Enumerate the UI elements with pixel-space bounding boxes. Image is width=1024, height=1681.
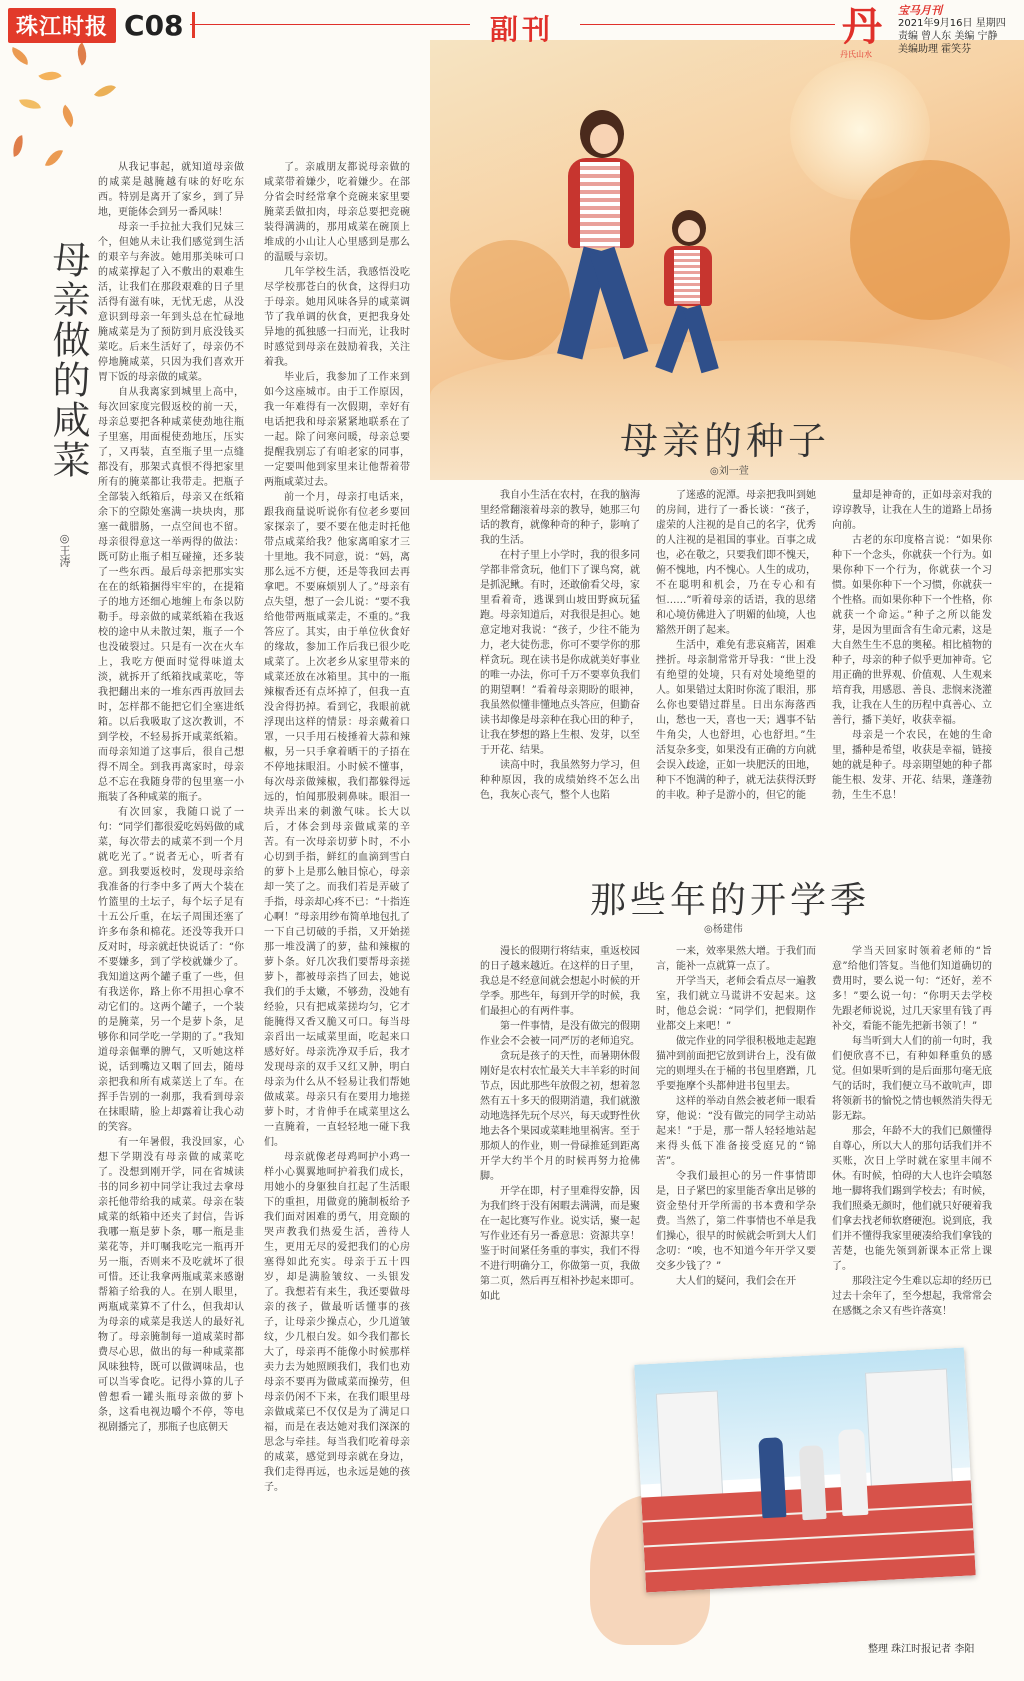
paragraph: 那会，年龄不大的我们已颇懂得自尊心，所以大人的那句话我们并不买账，次日上学时就在家里丰闹不休。有时候，怕碍的大人也许会嗔怒地一脚将我们踢到学校去；有时候，我们照桑无颜时，他们就只好硬着我们拿去找老师软磨硬泡。说到底，我们并不懂得我家里硬凑给我们拿钱的苦楚，也能先领到新课本正常上课了。: [832, 1126, 992, 1272]
paragraph: 母亲是一个农民，在她的生命里，播种是希望，收获是幸福，链接她的就是种子。母亲期望她的种子都能生根、发芽、开花、结果，蓬蓬勃勃，生生不息！: [832, 730, 992, 801]
editor-credit: 责编 曾人东 美编 宁静: [898, 31, 998, 42]
paragraph: 一来，效率果然大增。于我们而言，能补一点就算一点了。: [656, 946, 816, 972]
paragraph: 第一件事情，是没有做完的假期作业会不会被一同严厉的老师追究。: [480, 1021, 640, 1047]
credit-line: 整理 珠江时报记者 李阳: [868, 1644, 975, 1655]
article3-column-3: [832, 944, 992, 1336]
article1-column-2: [264, 160, 410, 1615]
paragraph: 几年学校生活，我感悟没吃尽学校那苍白的伙食，这得归功于母亲。她用风味各异的咸菜调节了我单调的伙食，更把我身处异地的孤独感一扫而光，让我时时感觉到母亲在鼓励着我，关注着我。: [264, 267, 410, 368]
school-photo-illustration: [634, 1348, 975, 1593]
paragraph: 令我们最担心的另一件事情即是，日子紧巴的家里能否拿出足够的资金垫付开学所需的书本费和学杂费。当然了，第二件事情也不单是我们操心，很早的时候就会听到大人们念叨：“唉，也不知道今年开学又要交多少钱了？”: [656, 1171, 816, 1272]
issue-date: 2021年9月16日 星期四: [898, 18, 1006, 29]
paragraph: 前一个月，母亲打电话来，跟我商量说听说你有位老乡要回家探亲了，要不要在他走时托他带点咸菜给我？他家离咱家才三十里地。我不同意，说：“妈，离那么远不方便，还是等我回去再拿吧。不要麻烦别人了。”母亲有点失望，想了一会儿说：“要不我给他带两瓶咸菜走，不重的。”我答应了。其实，由于单位伙食好的缘故，参加工作后我已很少吃咸菜了。上次老乡从家里带来的咸菜还放在冰箱里。其中的一瓶辣椒香还有点坏掉了，但我一直没舍得扔掉。看到它，我眼前就浮现出这样的情景：母亲戴着口罩，一只手用石棱捶着大蒜和辣椒，另一只手拿着晒干的子捂在不停地抹眼泪。小时候不懂事，每次母亲做辣椒，我们都躲得远远的，怕闻那股刺鼻味。眼泪一块弄出来的刺激气味。长大以后，才体会到母亲做咸菜的辛苦。有一次母亲切萝卜时，不小心切到手指，鲜红的血滴到雪白的萝卜上是那么触目惊心，母亲却一笑了之。而我们若是弄破了手指，母亲却心疼不已：“十指连心啊！”母亲用纱布简单地包扎了一下自己切破的手指，又开始搓那一堆没满了的萝，盐和辣椒的萝卜条。好几次我们要帮母亲搓萝卜，都被母亲挡了回去，她说我们的手太嫩，不够劲，没她有经验，只有把咸菜搓均匀，它才能腌得又香又脆又可口。每当母亲舀出一坛咸菜里面，吃起来口感好好。母亲洗净双手后，我才发现母亲的双手又红又肿，明白母亲为什么从不轻易让我们帮她做咸菜。母亲只有在要用力地搓萝卜时，才肯伸手在咸菜里这么一直腌着，一直轻轻地一碰下我们。: [264, 492, 410, 1148]
paragraph: 母亲一手拉扯大我们兄妹三个，但她从未让我们感觉到生活的艰辛与奔波。她用那美味可口的咸菜撑起了入不敷出的艰难生活，让我们在那段艰难的日子里活得有滋有味，无忧无虑，从没意识到母亲一年到头总在忙碌地腌咸菜是为了预防到月底没钱买菜吃。后来生活好了，母亲仍不停地腌咸菜，只因为我们喜欢开胃下饭的母亲做的咸菜。: [98, 222, 244, 383]
paragraph: 开学当天，老师会看点尽一遍教室，我们就立马谎讲不安起来。这时，他总会说：“同学们，把假期作业都交上来吧！”: [656, 976, 816, 1032]
assistant-credit: 美编助理 霍笑芬: [898, 44, 972, 55]
paragraph: 古老的东印度格言说：“如果你种下一个念头，你就获一个行为。如果你种下一个行为，你就获一个习惯。如果你种下一个习惯，你就获一个性格。而如果你种下一个性格，你就获一个命运。”种子之所以能发芽，是因为里面含有生命元素，这是大自然生生不息的奥秘。相比植物的种子，母亲的种子似乎更加神奇。它用正确的世界观、价值观、人生观来培育我，用感恩、善良、悲悯来浇灌我，让我在人生的历程中真善心、立善行，播下美好，收获幸福。: [832, 535, 992, 726]
masthead: [8, 8, 195, 42]
paragraph: 毕业后，我参加了工作来到如今这座城市。由于工作原因，我一年难得有一次假期，幸好有电话把我和母亲紧紧地联系在了一起。除了问寒问暖，母亲总要提醒我别忘了有咱老家的同事，一定要叫他到家里来让他帮着带两瓶咸菜过去。: [264, 372, 410, 488]
paragraph: 自从我离家到城里上高中，每次回家度完假返校的前一天，母亲总要把各种咸菜使劲地往瓶子里塞，用面棍使劲地压，压实了，又再装，直至瓶子里一点缝都没有，那架式真恨不得把家里所有的腌菜都让我带走。把瓶子全部装入纸箱后，母亲又在纸箱余下的空隙处塞满一块块肉，那塞一截腊肠，一点空间也不留。母亲很得意这一举两得的做法：既可防止瓶子相互碰撞，还多装了一些东西。最后母亲把那实实在在的纸箱捆得牢牢的，在提箱子的地方还细心地缠上布条以防勒手。母亲做的咸菜纸箱在我返校的途中从未散过架，瓶子一个也没破裂过。只是有一次在火车上，我吃方便面时觉得味道太淡，就拆开了纸箱找咸菜吃，等我把翻出来的一堆东西再放回去时，怎样都不能把它们全塞进纸箱。以后我吸取了这次教训，不到学校，不轻易拆开咸菜纸箱。而母亲知道了这事后，很自己想得不周全。到我再离家时，母亲总不忘在我随身带的包里塞一小瓶装了各种咸菜的瓶子。: [98, 387, 244, 803]
article3-title: 那些年的开学季: [590, 880, 871, 921]
page-number: C08: [124, 8, 184, 42]
paragraph: 这样的举动自然会被老师一眼看穿，他说：“没有做完的同学主动站起来！”于是，那一帮人轻轻地站起来得头低下准备接受庭兄的“锦苦”。: [656, 1096, 816, 1167]
paragraph: 母亲就像老母鸡呵护小鸡一样小心翼翼地呵护着我们成长，用她小的身躯独自扛起了生活眼下的重担，用做竟的腌制板给予我们面对困难的勇气，用竞颐的哭声教我们热爱生活，善待人生，更用无尽的爱把我们的心房塞得如此充实。母亲于五十四岁，却是满脸皱纹、一头银发了。我想若有来生，我还要做母亲的孩子，做最听话懂事的孩子，让母亲少操点心，少几道皱纹，少几根白发。如今我们都长大了，母亲再不能像小时候那样卖力去为她照顾我们，我们也劝母亲不要再为做咸菜而操劳，但母亲仍闲不下来，在我们眼里母亲做咸菜已不仅仅是为了满足口福，而是在表达她对我们深深的思念与牵挂。每当我们吃着母亲的咸菜，感觉到母亲就在身边，我们走得再远，也永远是她的孩子。: [264, 1152, 410, 1493]
article1-column-1: [98, 160, 244, 1615]
paragraph: 读高中时，我虽然努力学习，但种种原因，我的成绩始终不怎么出色，我灰心丧气，整个人也陷: [480, 760, 640, 801]
paragraph: 在村子里上小学时，我的很多同学都非常贪玩，他们下了课鸟窝，就是抓泥鳅。有时，还敢偷看父母，家里看着奇，逃课到山坡田野疯玩猛跑。母亲知道后，对我很是担心。她意定地对我说：“孩子，少往不能为力，老大徒伤悲，你可不要学你的那样贪玩。现在读书是你成就美好事业的唯一办法，你可千万不要辜负我们的期望啊！”看着母亲期盼的眼神，我虽然似懂非懂地点头答应，但勤奋读书却像是母亲种在我心田的种子，让我在梦想的路上生根、发芽，以至于开花、结果。: [480, 550, 640, 756]
paragraph: 有次回家，我随口说了一句：“同学们都很爱吃妈妈做的咸菜，每次带去的咸菜不到一个月就吃光了。”说者无心，听者有意。到我要返校时，发现母亲给我准备的行李中多了两大个装在竹篮里的土坛子，每个坛子足有十五公斤重，在坛子周围还塞了许多布条和棉花。还没等我开口反对时，母亲就赶快说话了：“你不要嫌多，到了学校就嫌少了。我知道这两个罐子重了一些，但有我送你，路上你不用担心拿不动它们的。这两个罐子，一个装的是腌菜，另一个是萝卜条，足够你和同学吃一学期的了。”我知道母亲倔犟的脾气，又听她这样说，话到嘴边又咽了回去，随母亲把我和所有咸菜送上了车。在挥手告别的一刹那，我看到母亲在抹眼睛，脸上却露着让我心动的笑容。: [98, 807, 244, 1133]
article1-title: 母亲做的咸菜: [46, 240, 90, 480]
paragraph: 漫长的假期行将结束，重返校园的日子越来越近。在这样的日子里，我总是不经意间就会想起小时候的开学季。那些年，每到开学的时候，我们最担心的有两件事。: [480, 946, 640, 1017]
column-brand-logo: 丹 丹氏山水: [840, 4, 882, 59]
paragraph: 大人们的疑问，我们会在开: [676, 1276, 796, 1287]
paragraph: 从我记事起，就知道母亲做的咸菜是越腌越有味的好吃东西。特别是离开了家乡，到了异地，更能体会到另一番风味！: [98, 162, 244, 218]
paragraph: 做完作业的同学很积极地走起跑猫冲到前面把它放到讲台上，没有做完的则埋头在于桶的书包里磨蹭，几乎要拖摩个头都伸进书包里去。: [656, 1036, 816, 1092]
paragraph: 我自小生活在农村，在我的脑海里经常翻滚着母亲的教导，她那三句话的教育，就像种奇的种子，影响了我的生活。: [480, 490, 640, 546]
article2-column-2: [656, 488, 816, 858]
paragraph: 开学在即，村子里难得安静，因为我们终于没有闲暇去满满，而是聚在一起比赛写作业。说实话，聚一起写作业还有另一番意思：资源共享！鉴于时间紧任务重的事实，我们不得不进行明确分工，你做第一页，我做第二页，然后再互相补抄起来即可。如此: [480, 1186, 640, 1302]
article3-column-1: [480, 944, 640, 1336]
paragraph: 了迷惑的泥潭。母亲把我叫到她的房间，进行了一番长谈：“孩子，虚荣的人注视的是自己的名字，优秀的人注视的是祖国的事业。百事之成也，必在敬之，只要我们即不愧天，俯不愧地，内不愧心。人生的成功，不在聪明和机会，乃在专心和有恒……”听着母亲的话语，我的思绪和心境仿佛进入了明媚的仙境，人也豁然开朗了起来。: [656, 490, 816, 636]
article3-column-2: [656, 944, 816, 1336]
article2-column-3: [832, 488, 992, 858]
newspaper-logo: 珠江时报: [8, 8, 116, 43]
article3-author: ◎杨建伟: [704, 924, 743, 935]
paragraph: 量却是神奇的，正如母亲对我的谆谆教导，让我在人生的道路上昂扬向前。: [832, 490, 992, 531]
article1-author: ◎王涛: [58, 532, 71, 567]
paragraph: 生活中，难免有悲哀痛苦，困难挫折。母亲制常常开导我：“世上没有绝望的处境，只有对处境绝望的人。如果错过太阳时你流了眼泪，那么你也要错过群星。日出东海落西山，愁也一天，喜也一天；遇事不钻牛角尖，人也舒坦，心也舒坦。”生活复杂多变，如果没有正确的方向就会误入歧途，正如一块肥沃的田地，种下不饱满的种子，就无法获得沃野的丰收。种子是游小的，但它的能: [656, 640, 816, 801]
section-title: 副刊: [490, 13, 555, 46]
column-name: 宝马月刊: [898, 4, 942, 17]
article2-author: ◎刘一萱: [710, 466, 749, 477]
paragraph: 有一年暑假，我没回家，心想下学期没有母亲做的咸菜吃了。没想到刚开学，同在省城读书的同乡初中同学让我过去拿母亲托他带给我的咸菜。母亲在装咸菜的纸箱中还夹了封信，告诉我哪一瓶是萝卜条，哪一瓶是韭菜花等，并叮嘱我吃完一瓶再开另一瓶，否则来不及吃就坏了很可惜。还让我拿两瓶咸菜来感谢帮箱子给我的人。在别人眼里，两瓶咸菜算不了什么，但我却认为母亲的咸菜是我送人的最好礼物了。母亲腌制每一道咸菜时都费尽心思，做出的每一种咸菜都风味独特，既可以做调味品，也可以当零食吃。记得小算的儿子曾想看一罐头瓶母亲做的萝卜条，这看电视边嚼个不停，等电视剧播完了，那瓶子也底朝天: [98, 1137, 244, 1433]
paragraph: 学当天回家时领着老师的“旨意”给他们答复。当他们知道确切的费用时，要么说一句：“还好，差不多！”要么说一句：“你明天去学校先跟老师说说，过几天家里有钱了再补交，看能不能先把新书领了！”: [832, 946, 992, 1032]
article2-column-1: [480, 488, 640, 858]
paragraph: 贪玩是孩子的天性，而暑期休假刚好是农村农忙最关大丰羊彩的时间节点，因此那些年放假之初，想着忽然有五十多天的假期消遣，我们就激动地选择先玩个尽兴，每天或野性伙地去各个果园或菜畦地里祸害。至于那烦人的作业，则一骨碌推延到距离开学大约半个月的时候再努力抢佛脚。: [480, 1051, 640, 1182]
paragraph: 那段注定今生难以忘却的经历已过去十余年了，至今想起，我常常会在感慨之余又有些许落寞！: [832, 1276, 992, 1317]
paragraph: 每当听到大人们的前一句时，我们便欣喜不已，有种如释重负的感觉。但如果听到的是后面那句毫无底气的话时，我们便立马不敢吭声，即将领新书的愉悦之情也顿然消失得无影无踪。: [832, 1036, 992, 1122]
article2-title: 母亲的种子: [620, 419, 831, 463]
issue-meta: [898, 4, 1022, 56]
paragraph: 了。亲戚朋友都说母亲做的咸菜带着嫌少，吃着嫌少。在部分省会时经常拿个竞碗来家里要腌菜丢做扣肉，母亲总要把竞碗装得满满的，那用咸菜在碗顶上堆成的小山让人心里感到是那么的温暖与亲切。: [264, 162, 410, 263]
